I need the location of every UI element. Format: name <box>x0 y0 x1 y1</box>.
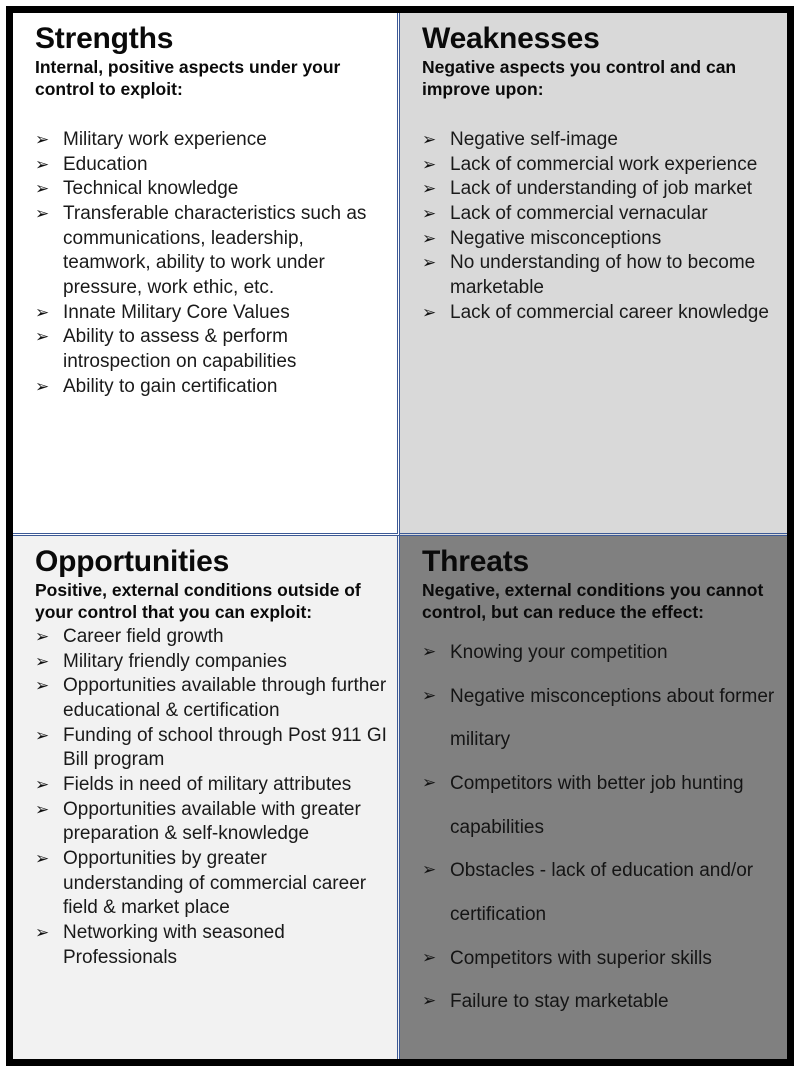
list-item-label: Negative misconceptions about former military <box>450 685 775 751</box>
list-item <box>27 847 387 921</box>
arrow-bullet-icon: ➢ <box>422 302 437 322</box>
arrow-bullet-icon: ➢ <box>35 129 50 149</box>
list-item <box>414 301 777 326</box>
arrow-bullet-icon: ➢ <box>35 179 50 199</box>
arrow-bullet-icon: ➢ <box>422 154 437 174</box>
quadrant-title-threats: Threats <box>422 545 529 578</box>
list-item <box>27 202 387 301</box>
quadrant-subtitle-opportunities: Positive, external conditions outside of your control that you can exploit: <box>35 579 361 622</box>
quadrant-threats <box>400 536 787 1059</box>
arrow-bullet-icon: ➢ <box>422 772 437 792</box>
list-item-label: Military friendly companies <box>63 650 287 672</box>
list-item <box>414 849 777 936</box>
list-item-label: Failure to stay marketable <box>450 991 669 1013</box>
list-item-label: Negative self-image <box>450 128 618 150</box>
quadrant-strengths <box>13 13 400 536</box>
list-item <box>27 128 387 153</box>
list-item-label: Innate Military Core Values <box>63 301 290 323</box>
list-item-label: Technical knowledge <box>63 178 239 200</box>
list-item-label: Opportunities available with greater preparation & self-knowledge <box>63 798 361 845</box>
quadrant-title-weaknesses: Weaknesses <box>422 22 600 55</box>
list-item <box>414 177 777 202</box>
arrow-bullet-icon: ➢ <box>35 725 50 745</box>
arrow-bullet-icon: ➢ <box>422 860 437 880</box>
arrow-bullet-icon: ➢ <box>422 991 437 1011</box>
list-item <box>414 762 777 849</box>
list-item-label: Competitors with superior skills <box>450 947 712 969</box>
list-item-label: Opportunities by greater understanding of commercial career field & market place <box>63 848 367 919</box>
arrow-bullet-icon: ➢ <box>35 302 50 322</box>
list-item-label: Lack of commercial career knowledge <box>450 301 769 323</box>
list-item-label: Networking with seasoned Professionals <box>63 922 285 968</box>
quadrant-subtitle-weaknesses: Negative aspects you control and can improve upon: <box>422 56 737 99</box>
arrow-bullet-icon: ➢ <box>35 775 50 795</box>
arrow-bullet-icon: ➢ <box>422 947 437 967</box>
quadrant-title-strengths: Strengths <box>35 22 174 55</box>
list-item <box>27 625 387 650</box>
list-item-label: Competitors with better job hunting capabilities <box>450 772 744 838</box>
list-item <box>414 631 777 675</box>
list-item <box>414 980 777 1024</box>
list-item-label: Funding of school through Post 911 GI Bill program <box>63 724 387 771</box>
arrow-bullet-icon: ➢ <box>422 179 437 199</box>
list-item-label: Lack of commercial vernacular <box>450 202 708 224</box>
arrow-bullet-icon: ➢ <box>35 203 50 223</box>
threats-list <box>414 631 777 1024</box>
arrow-bullet-icon: ➢ <box>35 376 50 396</box>
list-item <box>414 202 777 227</box>
arrow-bullet-icon: ➢ <box>422 685 437 705</box>
swot-matrix-grid <box>13 13 787 1059</box>
weaknesses-list <box>414 128 777 326</box>
arrow-bullet-icon: ➢ <box>422 253 437 273</box>
list-item <box>414 153 777 178</box>
list-item <box>27 674 387 723</box>
arrow-bullet-icon: ➢ <box>35 849 50 869</box>
list-item-label: Education <box>63 153 148 175</box>
list-item <box>414 128 777 153</box>
list-item-label: Fields in need of military attributes <box>63 774 352 796</box>
list-item-label: Opportunities available through further educational & certification <box>63 675 387 721</box>
arrow-bullet-icon: ➢ <box>35 626 50 646</box>
list-item-label: Career field growth <box>63 625 224 647</box>
list-item <box>27 650 387 675</box>
arrow-bullet-icon: ➢ <box>35 651 50 671</box>
list-item <box>27 325 387 374</box>
list-item <box>27 921 387 970</box>
arrow-bullet-icon: ➢ <box>35 154 50 174</box>
list-item <box>27 724 387 773</box>
list-item <box>27 375 387 400</box>
swot-matrix-frame <box>6 6 794 1066</box>
strengths-list <box>27 128 387 400</box>
quadrant-weaknesses <box>400 13 787 536</box>
list-item-label: No understanding of how to become marketable <box>450 252 756 299</box>
list-item <box>414 227 777 252</box>
arrow-bullet-icon: ➢ <box>422 228 437 248</box>
quadrant-subtitle-strengths: Internal, positive aspects under your control to exploit: <box>35 56 341 99</box>
list-item <box>27 177 387 202</box>
list-item <box>27 301 387 326</box>
list-item <box>27 773 387 798</box>
list-item-label: Ability to assess & perform introspection on capabilities <box>63 326 297 373</box>
list-item <box>414 251 777 300</box>
list-item-label: Obstacles - lack of education and/or certification <box>450 860 754 926</box>
quadrant-subtitle-threats: Negative, external conditions you cannot control, but can reduce the effect: <box>422 579 764 622</box>
arrow-bullet-icon: ➢ <box>422 641 437 661</box>
list-item <box>414 675 777 762</box>
arrow-bullet-icon: ➢ <box>422 203 437 223</box>
list-item <box>27 798 387 847</box>
list-item-label: Ability to gain certification <box>63 375 278 397</box>
opportunities-list <box>27 625 387 971</box>
list-item-label: Negative misconceptions <box>450 227 662 249</box>
list-item <box>27 153 387 178</box>
quadrant-title-opportunities: Opportunities <box>35 545 230 578</box>
arrow-bullet-icon: ➢ <box>35 327 50 347</box>
list-item-label: Knowing your competition <box>450 641 668 663</box>
list-item-label: Lack of commercial work experience <box>450 153 758 175</box>
quadrant-opportunities <box>13 536 400 1059</box>
arrow-bullet-icon: ➢ <box>35 799 50 819</box>
list-item-label: Lack of understanding of job market <box>450 178 753 200</box>
list-item-label: Military work experience <box>63 128 267 150</box>
arrow-bullet-icon: ➢ <box>422 129 437 149</box>
arrow-bullet-icon: ➢ <box>35 923 50 943</box>
list-item-label: Transferable characteristics such as communications, leadership, teamwork, ability to work under pressure, work ethic, etc. <box>63 202 367 299</box>
arrow-bullet-icon: ➢ <box>35 676 50 696</box>
list-item <box>414 937 777 981</box>
